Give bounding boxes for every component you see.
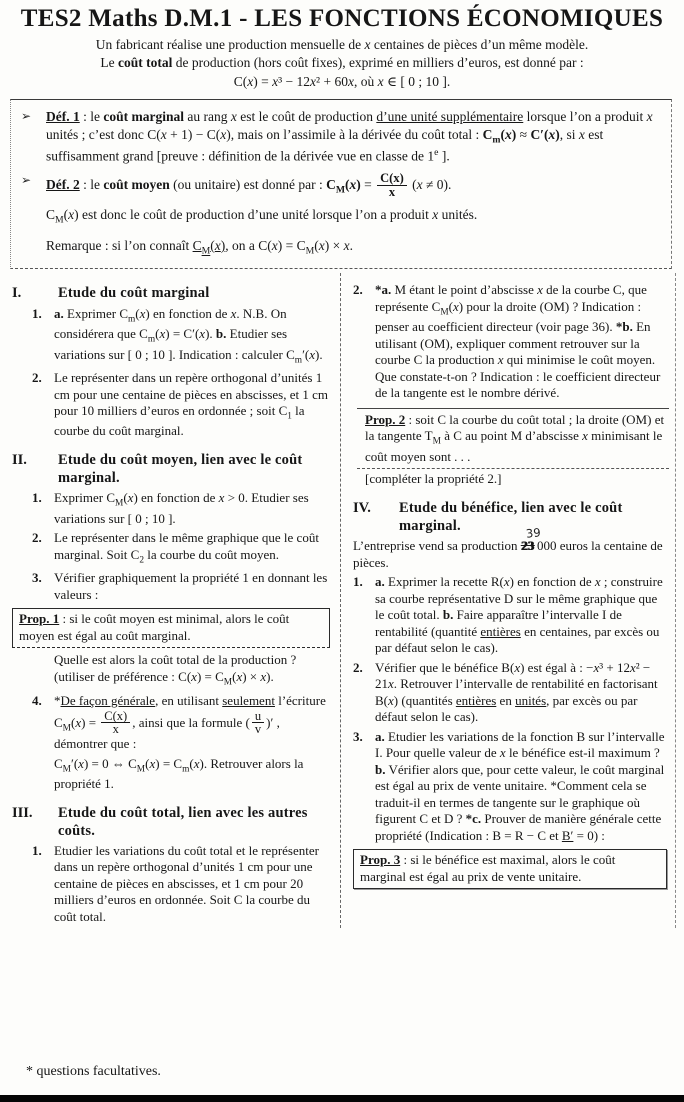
- intro-block: [0, 36, 684, 90]
- definition-2: [21, 172, 661, 199]
- item-4-tail: )′ , démontrer que :: [54, 714, 280, 752]
- list-item: [32, 490, 332, 527]
- item-number: 1.: [32, 305, 42, 321]
- item-4-lead: *De façon générale, en utilisant seulement l’écriture $C_M(x)$ =: [54, 693, 326, 734]
- item-text: a. Etudier les variations de la fonction B sur l’intervalle I. Pour quelle valeur de x le bénéfice est-il maximum ? b. Vérifier alors que, pour cette valeur, le coût marginal est égal au prix de vente unitaire. *Comment cela se traduit-il en termes de tangente sur le graphique où figurent C et D ? *c. Prouver de manière générale cette propriété (Indication : B = R − C et B′ = 0) :: [375, 728, 665, 843]
- quotient-rule-fraction: [252, 710, 264, 737]
- item-number: 2.: [32, 370, 42, 385]
- arrow-bullet-icon: ➢: [21, 173, 32, 188]
- item-text: *a. M étant le point d’abscisse x de la courbe C, que représente $C_M(x)$ pour la droite (OM) ? Indication : penser au coefficient directeur (voir page 36). *b. En utilisant (OM), expliquer comment retrouver sur la courbe C la production x qui minimise le coût moyen. Que constate-t-on ? Indication : le coefficient directeur de la tangente est le nombre dérivé.: [375, 282, 661, 401]
- item-number: 2.: [353, 282, 363, 298]
- average-cost-fraction: [101, 710, 130, 737]
- section-2-heading: [10, 451, 332, 487]
- list-item: [32, 306, 332, 367]
- list-item: [353, 660, 669, 726]
- list-item: [353, 729, 669, 845]
- item-text: Exprimer $C_M(x)$ en fonction de x > 0. Etudier ses variations sur [ 0 ; 10 ].: [54, 490, 309, 526]
- property-1-box: Prop. 1 : si le coût moyen est minimal, alors le coût moyen est égal au coût marginal.: [12, 608, 330, 648]
- cost-formula: C(x) = x³ − 12x² + 60x, où x ∈ [ 0 ; 10 ].: [233, 73, 451, 89]
- definition-2-tail: (x ≠ 0).: [408, 177, 452, 193]
- item-number: 1.: [32, 842, 42, 858]
- list-item: [32, 570, 332, 603]
- footnote: * questions facultatives.: [26, 1064, 161, 1079]
- definitions-box: [10, 99, 672, 269]
- left-column: [8, 273, 340, 928]
- corrected-price: [520, 525, 542, 555]
- section-4-title: Etude du bénéfice, lien avec le coût marginal.: [399, 499, 623, 535]
- property-1-follow-up: Quelle est alors la coût total de la production ? (utiliser de préférence : $C(x) = C_M(x) \times x$).: [54, 652, 297, 688]
- intro-line-2: Le coût total de production (hors coût fixes), exprimé en milliers d’euros, est donné par :: [100, 54, 584, 70]
- printed-price-struck: 23: [520, 538, 534, 554]
- item-number: 1.: [353, 574, 363, 590]
- list-item: [32, 843, 332, 926]
- item-number: 3.: [353, 728, 363, 744]
- intro-lead: L’entreprise vend sa production: [353, 538, 521, 554]
- item-text: Vérifier que le bénéfice B(x) est égal à : −x³ + 12x² − 21x. Retrouver l’intervalle de rentabilité en factorisant B(x) (quantités entières en unités, par excès ou par défaut selon le cas).: [375, 659, 658, 725]
- section-2-numeral: II.: [12, 451, 27, 468]
- two-column-body: [8, 273, 676, 928]
- item-text: Le représenter dans le même graphique que le coût marginal. Soit $C_2$ la courbe du coût moyen.: [54, 530, 319, 566]
- scan-edge-bar: [0, 1095, 684, 1102]
- property-3-box: Prop. 3 : si le bénéfice est maximal, alors le coût marginal est égal au prix de vente unitaire.: [353, 849, 667, 889]
- section-1-title: Etude du coût marginal: [58, 285, 210, 302]
- fraction-numerator: C(x): [101, 710, 130, 724]
- item-number: 1.: [32, 490, 42, 506]
- section-2-title: Etude du coût moyen, lien avec le coût marginal.: [58, 451, 303, 487]
- fraction-denominator: x: [112, 722, 119, 737]
- section-3-heading: [10, 804, 332, 840]
- arrow-bullet-icon: ➢: [21, 109, 32, 124]
- page-title: TES2 Maths D.M.1 - LES FONCTIONS ÉCONOMIQUES: [20, 5, 664, 32]
- fraction-denominator: v: [254, 722, 262, 737]
- section-4-intro: [353, 525, 669, 571]
- item-text: a. Exprimer la recette R(x) en fonction de x ; construire sa courbe représentative D sur le même graphique que le coût total. b. Faire apparaître l’intervalle I de rentabilité (quantité entières en centaines, par excès ou par défaut selon le cas).: [375, 574, 663, 656]
- section-3-numeral: III.: [12, 804, 33, 821]
- section-4-numeral: IV.: [353, 499, 371, 516]
- property-2-note: [compléter la propriété 2.]: [365, 471, 502, 487]
- list-item: [32, 370, 332, 440]
- average-cost-fraction: [377, 172, 407, 199]
- intro-line-1: Un fabricant réalise une production mensuelle de x centaines de pièces d’un même modèle.: [95, 37, 589, 52]
- section-1-numeral: I.: [12, 285, 22, 302]
- item-number: 3.: [32, 570, 42, 586]
- item-text: Etudier les variations du coût total et le représenter dans un repère orthogonal d’unités 1 cm pour une centaine de pièces en abscisses, et 1 cm pour 20 milliers d’euros en ordonnée. Soit C la courbe du coût total.: [54, 842, 319, 924]
- item-text: Vérifier graphiquement la propriété 1 en donnant les valeurs :: [54, 570, 328, 602]
- remark-line: Remarque : si l’on connaît $C_M(x)$, on a $C(x) = C_M(x) \times x$.: [46, 238, 354, 257]
- definition-1: [21, 108, 661, 165]
- fraction-denominator: x: [388, 185, 396, 200]
- property-2-box: Prop. 2 : soit C la courbe du coût total ; la droite (OM) et la tangente $T_M$ à C au point M d’abscisse x minimisant le coût moyen sont . . .: [357, 408, 669, 469]
- list-item: [353, 282, 669, 401]
- item-number: 2.: [353, 659, 363, 675]
- definition-2-text: [46, 172, 661, 199]
- item-4-middle: , ainsi que la formule (: [132, 714, 250, 730]
- definition-note: $C_M(x)$ est donc le coût de production d’une unité lorsque l’on a produit x unités.: [46, 206, 478, 226]
- list-item: [32, 693, 332, 792]
- definition-1-text: Déf. 1 : le coût marginal au rang x est le coût de production d’une unité supplémentaire lorsque l’on a produit x unités ; c’est donc C(x + 1) − C(x), mais on l’assimile à la dérivée du coût total : $C_m(x) \approx C'(x)$, si x est suffisamment grand [preuve : définition de la dérivée vue en classe de 1e ].: [46, 109, 653, 164]
- definition-2-lead: Déf. 2 : le coût moyen (ou unitaire) est donné par : $C_M(x)$ =: [46, 177, 376, 196]
- item-4-equivalence: $C_M'(x) = 0$ ⇔ $C_M(x) = C_m(x)$. Retrouver alors la propriété 1.: [54, 755, 304, 792]
- item-number: 4.: [32, 693, 42, 709]
- item-number: 2.: [32, 530, 42, 546]
- right-column: [340, 273, 675, 928]
- list-item: [353, 574, 669, 657]
- intro-tail: 000 euros la centaine de pièces.: [353, 538, 663, 570]
- section-4-heading: [351, 499, 669, 535]
- item-text: a. Exprimer $C_m(x)$ en fonction de x. N.B. On considérera que $C_m(x) = C'(x)$. b. Etudier ses variations sur [ 0 ; 10 ]. Indication : calculer $C_m'(x)$.: [54, 305, 323, 366]
- handwritten-price: 39: [525, 525, 542, 541]
- fraction-numerator: u: [252, 710, 264, 724]
- section-1-heading: [10, 284, 332, 302]
- item-text: [54, 693, 332, 792]
- section-3-title: Etude du coût total, lien avec les autres coûts.: [58, 804, 308, 839]
- item-text: Le représenter dans un repère orthogonal d’unités 1 cm pour une centaine de pièces en abscisses, et 1 cm pour 10 milliers d’euros en ordonnée ; soit $C_1$ la courbe du coût marginal.: [54, 370, 328, 439]
- fraction-numerator: C(x): [377, 172, 407, 186]
- list-item: [32, 530, 332, 567]
